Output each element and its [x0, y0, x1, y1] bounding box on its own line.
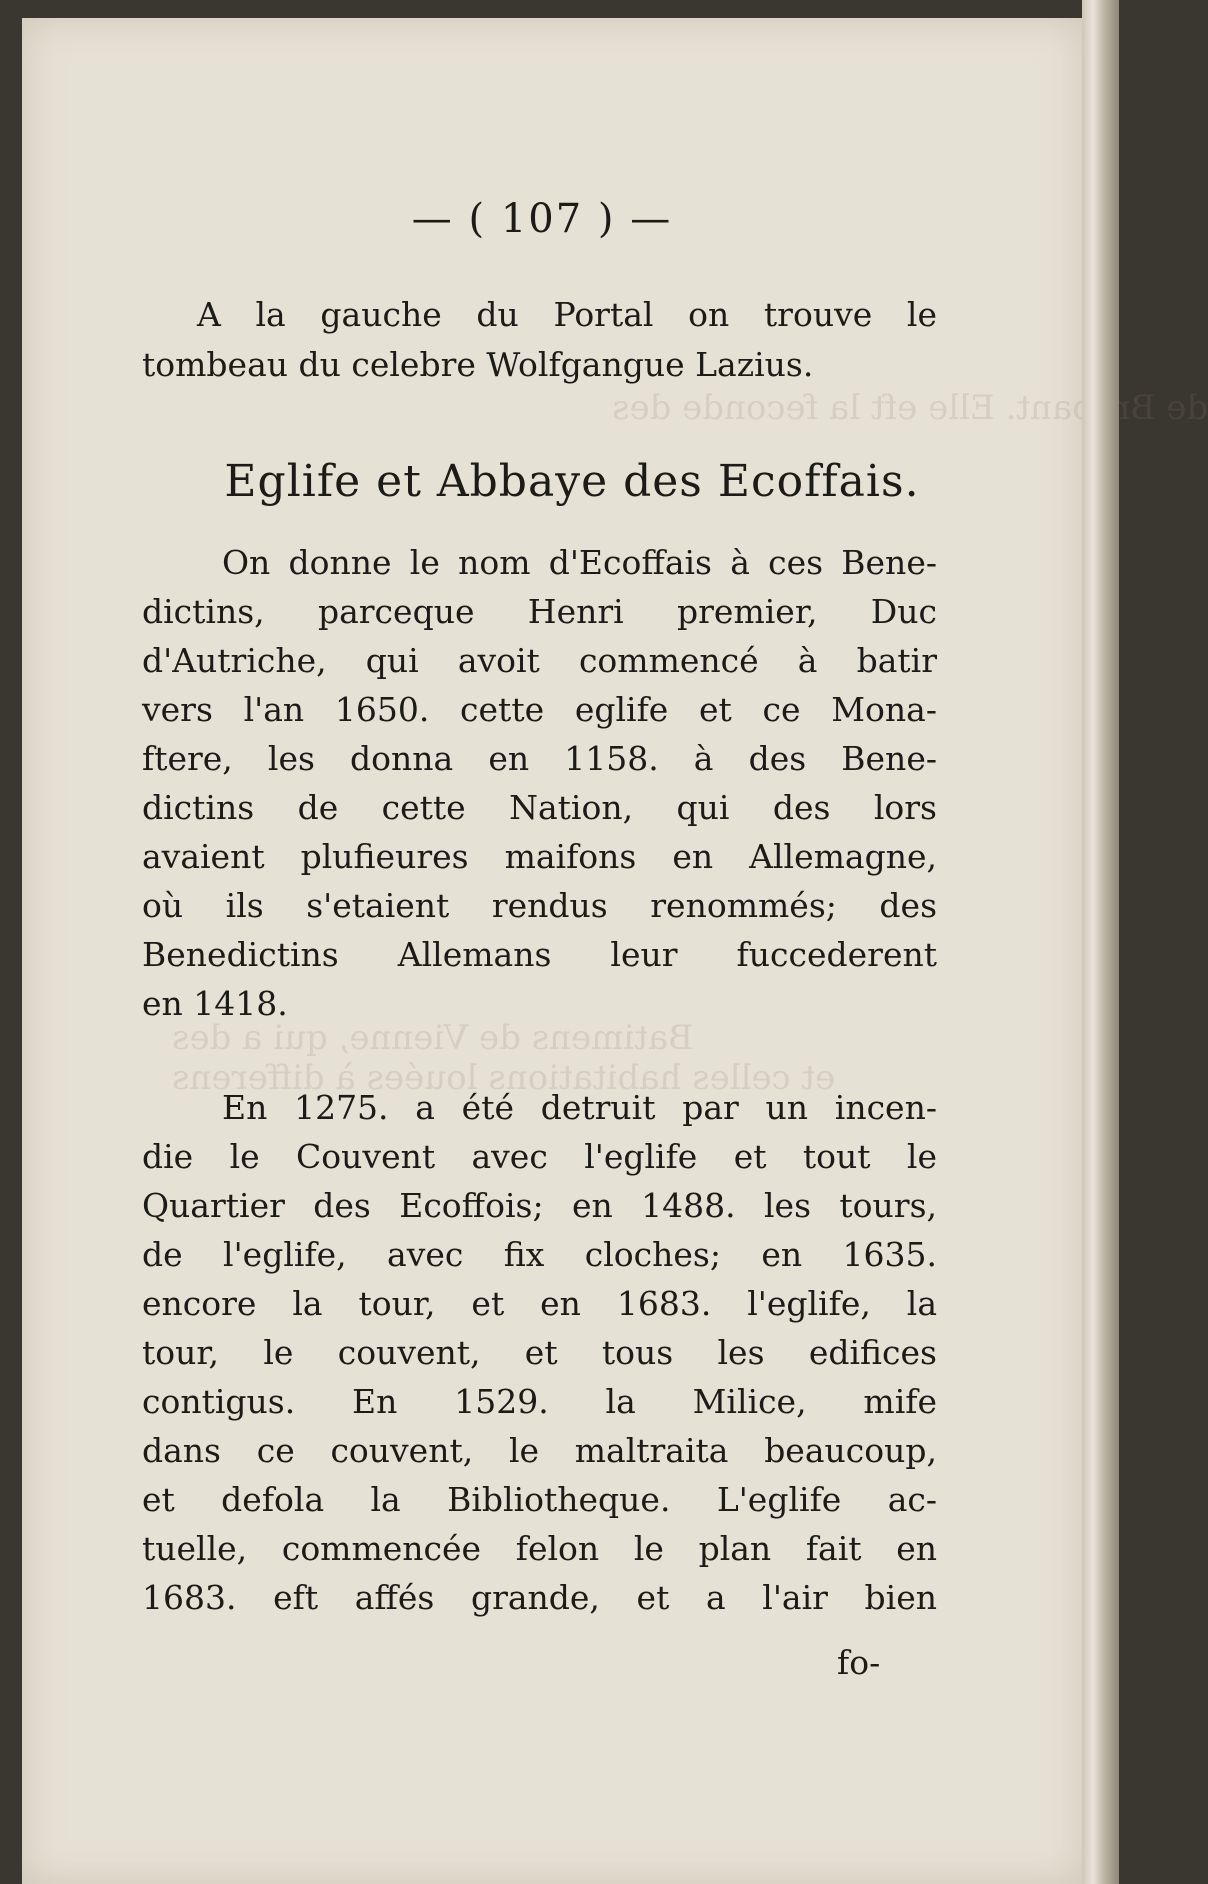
text-line: tuelle, commencée felon le plan fait en	[142, 1529, 937, 1568]
text-line: contigus. En 1529. la Milice, mife	[142, 1382, 937, 1421]
show-through-text: de Brabant. Elle eft la feconde des Batimens de Vienne, qui a des et celles habitations louées à differens	[172, 388, 1208, 1098]
text-line: où ils s'etaient rendus renommés; des	[142, 886, 937, 925]
text-line: et defola la Bibliotheque. L'eglife ac-	[142, 1480, 937, 1519]
text-line: A la gauche du Portal on trouve le	[197, 295, 937, 334]
section-heading: Eglife et Abbaye des Ecoffais.	[224, 456, 920, 507]
text-line: tour, le couvent, et tous les edifices	[142, 1333, 937, 1372]
text-line: dictins de cette Nation, qui des lors	[142, 788, 937, 827]
text-line: On donne le nom d'Ecoffais à ces Bene-	[222, 543, 937, 582]
text-line: encore la tour, et en 1683. l'eglife, la	[142, 1284, 937, 1323]
text-line: 1683. eft affés grande, et a l'air bien	[142, 1578, 937, 1617]
text-line: En 1275. a été detruit par un incen-	[222, 1088, 937, 1127]
text-line: de l'eglife, avec fix cloches; en 1635.	[142, 1235, 937, 1274]
text-line: die le Couvent avec l'eglife et tout le	[142, 1137, 937, 1176]
text-line: d'Autriche, qui avoit commencé à batir	[142, 641, 937, 680]
text-line: en 1418.	[142, 984, 288, 1023]
page-number-header: — ( 107 ) —	[411, 196, 673, 242]
catchword: fo-	[837, 1643, 881, 1682]
text-line: Quartier des Ecoffois; en 1488. les tours,	[142, 1186, 937, 1225]
text-line: dans ce couvent, le maltraita beaucoup,	[142, 1431, 937, 1470]
text-line: dictins, parceque Henri premier, Duc	[142, 592, 937, 631]
text-line: vers l'an 1650. cette eglife et ce Mona-	[142, 690, 937, 729]
text-line: tombeau du celebre Wolfgangue Lazius.	[142, 345, 814, 384]
text-line: avaient plufieures maifons en Allemagne,	[142, 837, 937, 876]
text-line: ftere, les donna en 1158. à des Bene-	[142, 739, 937, 778]
text-line: Benedictins Allemans leur fuccederent	[142, 935, 937, 974]
page-edges	[1082, 0, 1119, 1884]
book-page	[22, 18, 1208, 1884]
